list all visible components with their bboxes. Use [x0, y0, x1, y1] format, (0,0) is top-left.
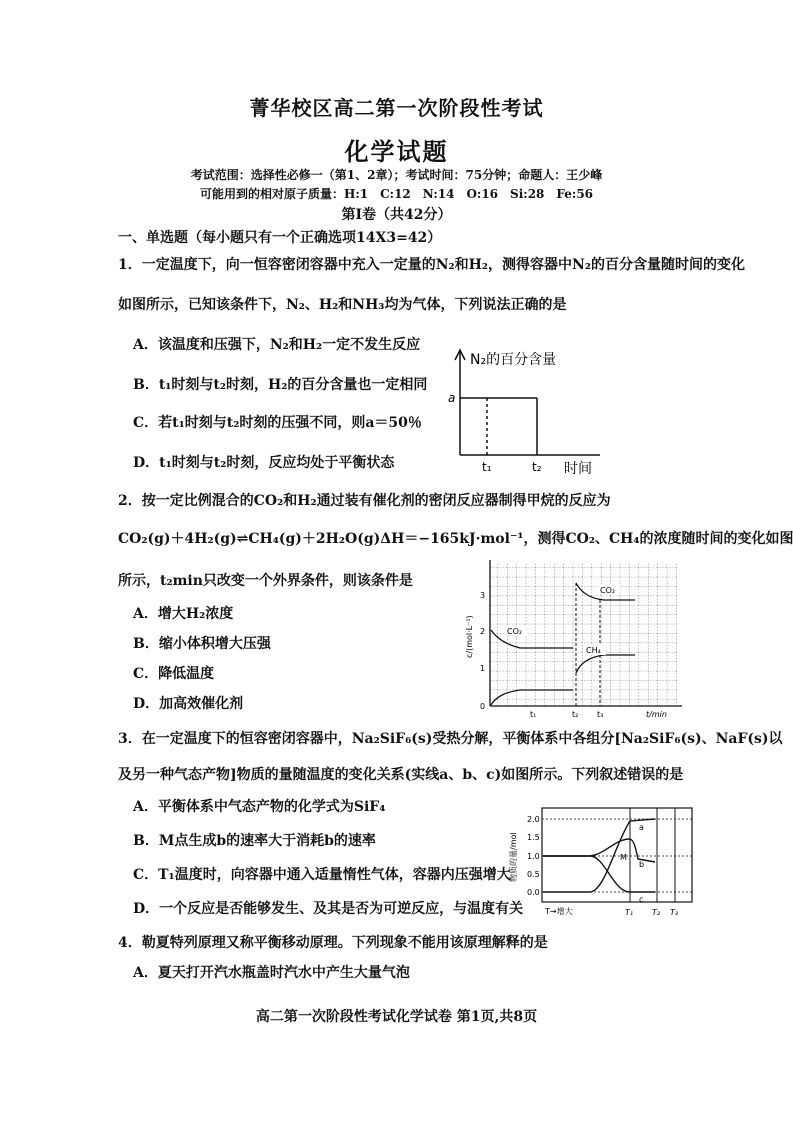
q2-xtick-t1: t₁: [530, 710, 537, 719]
q3-stem-line2: 及另一种气态产物]物质的量随温度的变化关系(实线a、b、c)如图所示。下列叙述错误的是: [118, 767, 684, 783]
q3-ytick-15: 1.5: [527, 833, 540, 842]
q2-option-d: D．加高效催化剂: [133, 696, 244, 712]
q3-ytick-1: 1.0: [527, 852, 540, 861]
q1-graph-a-label: a: [448, 391, 456, 405]
q3-ytick-2: 2.0: [527, 815, 540, 824]
page-footer: 高二第一次阶段性考试化学试卷 第1页,共8页: [255, 1009, 538, 1025]
q2-stem-line1: 2．按一定比例混合的CO₂和H₂通过装有催化剂的密闭反应器制得甲烷的反应为: [118, 493, 611, 509]
q1-stem-line1: 1．一定温度下，向一恒容密闭容器中充入一定量的N₂和H₂，测得容器中N₂的百分含量随时间的变化: [118, 257, 745, 273]
q2-xtick-t3: t₃: [597, 710, 604, 719]
part-title: 第Ⅰ卷（共42分）: [341, 207, 452, 223]
q4-option-a: A．夏天打开汽水瓶盖时汽水中产生大量气泡: [133, 965, 410, 981]
q3-point-m-label: M: [620, 853, 627, 862]
q2-xtick-t2: t₂: [572, 710, 579, 719]
q3-option-a: A．平衡体系中气态产物的化学式为SiF₄: [133, 799, 386, 815]
q2-graph: [460, 558, 690, 723]
q3-option-c: C．T₁温度时，向容器中通入适量惰性气体，容器内压强增大: [133, 867, 511, 883]
q2-option-a: A．增大H₂浓度: [133, 606, 234, 622]
q4-stem: 4．勒夏特列原理又称平衡移动原理。下列现象不能用该原理解释的是: [118, 935, 548, 951]
q2-option-b: B．缩小体积增大压强: [133, 636, 271, 652]
q3-curve-a-label: a: [639, 823, 644, 832]
q3-xtick-t1: T₁: [625, 908, 634, 917]
q2-label-co2-upper: CO₂: [600, 586, 616, 595]
q3-graph-ylabel: 物质的量/mol: [509, 832, 518, 882]
q1-stem-line2: 如图所示，已知该条件下，N₂、H₂和NH₃均为气体，下列说法正确的是: [118, 297, 567, 313]
q3-xtick-t2: T₂: [652, 908, 661, 917]
q2-xlabel: t/min: [646, 710, 667, 719]
exam-title: 菁华校区高二第一次阶段性考试: [249, 96, 544, 120]
q2-graph-ylabel: c/(mol·L⁻¹): [465, 615, 474, 658]
q3-curve-b-label: b: [639, 860, 645, 869]
q3-xlabel: T→增大: [545, 907, 573, 916]
q2-ytick-1: 1: [480, 664, 486, 673]
q2-ytick-0: 0: [480, 702, 486, 711]
q2-label-ch4: CH₄: [586, 646, 601, 655]
q2-equation: CO₂(g)＋4H₂(g)⇌CH₄(g)＋2H₂O(g)ΔH＝−165kJ·mol⁻¹，测得CO₂、CH₄的浓度随时间的变化如图: [118, 531, 793, 547]
q3-curve-c-label: c: [639, 895, 644, 904]
q3-ytick-0: 0.0: [527, 888, 540, 897]
q3-graph: [505, 804, 697, 922]
q3-xtick-t3: T₃: [670, 908, 679, 917]
q1-graph-xlabel: 时间: [564, 461, 592, 475]
q1-option-b: B．t₁时刻与t₂时刻，H₂的百分含量也一定相同: [133, 377, 428, 393]
q1-graph: [440, 340, 615, 475]
q2-stem-line3: 所示，t₂min只改变一个外界条件，则该条件是: [118, 573, 413, 589]
q1-graph-ylabel: N₂的百分含量: [470, 352, 557, 368]
section-title: 一、单选题（每小题只有一个正确选项14X3=42）: [118, 230, 442, 246]
q2-ytick-2: 2: [480, 627, 486, 636]
atomic-masses-line: 可能用到的相对原子质量：H:1 C:12 N:14 O:16 Si:28 Fe:56: [199, 187, 594, 201]
q3-option-b: B．M点生成b的速率大于消耗b的速率: [133, 833, 376, 849]
exam-info-line: 考试范围：选择性必修一（第1、2章）；考试时间：75分钟；命题人：王少峰: [190, 168, 603, 182]
q1-option-a: A．该温度和压强下，N₂和H₂一定不发生反应: [133, 337, 421, 353]
q3-option-d: D．一个反应是否能够发生、及其是否为可逆反应，与温度有关: [133, 901, 524, 917]
q3-ytick-05: 0.5: [527, 870, 540, 879]
q2-label-co2-lower: CO₂: [507, 627, 523, 636]
q1-graph-t2: t₂: [532, 460, 542, 474]
q1-option-d: D．t₁时刻与t₂时刻，反应均处于平衡状态: [133, 455, 395, 471]
q3-stem-line1: 3．在一定温度下的恒容密闭容器中，Na₂SiF₆(s)受热分解，平衡体系中各组分[Na₂SiF₆(s)、NaF(s)以: [118, 731, 783, 747]
q2-option-c: C．降低温度: [133, 666, 215, 682]
q1-option-c: C．若t₁时刻与t₂时刻的压强不同，则a＝50％: [133, 415, 422, 431]
q2-ytick-3: 3: [480, 591, 486, 600]
subject-title: 化学试题: [344, 137, 449, 166]
q1-graph-t1: t₁: [482, 460, 492, 474]
